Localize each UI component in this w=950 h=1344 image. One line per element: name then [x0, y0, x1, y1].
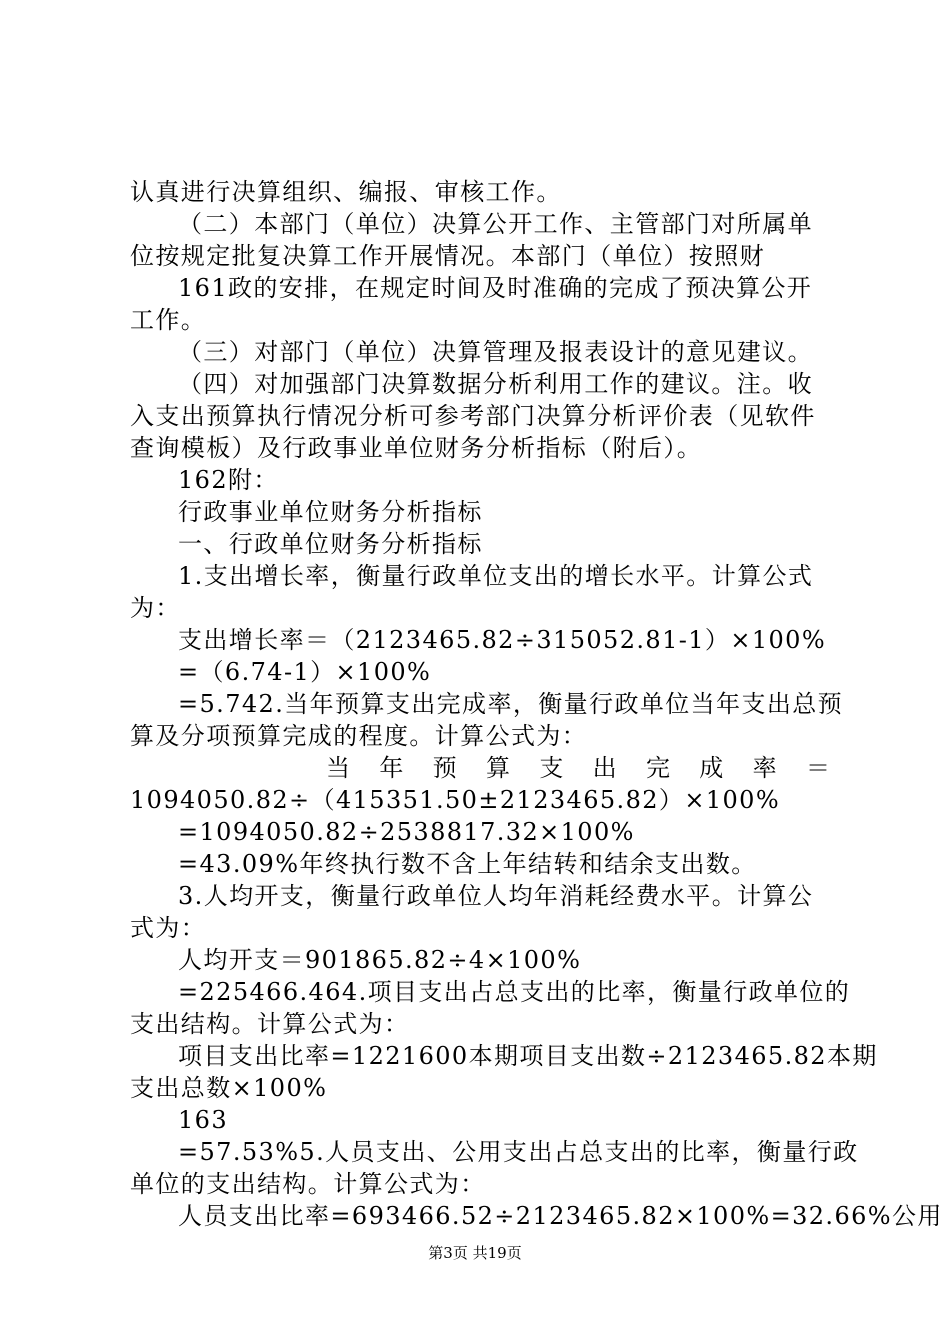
spread-char: 出	[592, 754, 617, 782]
formula-line: 支出增长率＝（2123465.82÷315052.81-1）×100%	[178, 626, 827, 654]
spread-char: 当	[326, 754, 350, 782]
formula-line: 人员支出比率=693466.52÷2123465.82×100%=32.66%公用	[178, 1202, 943, 1230]
formula-line: =（6.74-1）×100%	[178, 658, 432, 686]
text-line: 支出结构。计算公式为：	[130, 1010, 410, 1038]
text-line: 算及分项预算完成的程度。计算公式为：	[130, 722, 588, 750]
text-line: 3.人均开支，衡量行政单位人均年消耗经费水平。计算公	[178, 882, 814, 910]
text-line: =57.53%5.人员支出、公用支出占总支出的比率，衡量行政	[178, 1138, 859, 1166]
formula-line: 1094050.82÷（415351.50±2123465.82）×100%	[130, 786, 781, 814]
section-heading: 一、行政单位财务分析指标	[178, 530, 483, 558]
spread-char: 率	[752, 754, 777, 782]
page-footer: 第3页 共19页	[428, 1244, 522, 1262]
text-line: 入支出预算执行情况分析可参考部门决算分析评价表（见软件	[130, 402, 816, 430]
section-title: 行政事业单位财务分析指标	[178, 498, 483, 526]
spread-formula-line	[130, 752, 830, 784]
spread-char: 算	[485, 754, 510, 782]
text-line: 工作。	[130, 306, 207, 334]
spread-char: 预	[432, 754, 457, 782]
formula-line: =1094050.82÷2538817.32×100%	[178, 818, 635, 846]
text-line: 为：	[130, 594, 181, 622]
text-line: 查询模板）及行政事业单位财务分析指标（附后）。	[130, 434, 703, 462]
text-line: 位按规定批复决算工作开展情况。本部门（单位）按照财	[130, 242, 765, 270]
text-line: 单位的支出结构。计算公式为：	[130, 1170, 486, 1198]
text-line: =5.742.当年预算支出完成率，衡量行政单位当年支出总预	[178, 690, 844, 718]
document-body	[130, 176, 943, 1232]
spread-char: ＝	[805, 754, 830, 782]
spread-char: 完	[645, 754, 670, 782]
text-line: 161政的安排，在规定时间及时准确的完成了预决算公开	[178, 274, 813, 302]
spread-char: 成	[699, 754, 724, 782]
text-line: （二）本部门（单位）决算公开工作、主管部门对所属单	[178, 210, 813, 238]
text-line: 式为：	[130, 914, 207, 942]
formula-line: 项目支出比率=1221600本期项目支出数÷2123465.82本期	[178, 1042, 878, 1070]
spread-char: 年	[379, 754, 404, 782]
text-line: =43.09%年终执行数不含上年结转和结余支出数。	[178, 850, 757, 878]
text-line: 支出总数×100%	[130, 1074, 328, 1102]
page-marker: 163	[178, 1106, 229, 1134]
text-line: （三）对部门（单位）决算管理及报表设计的意见建议。	[178, 338, 813, 366]
spread-char: 支	[539, 754, 564, 782]
formula-line: 人均开支＝901865.82÷4×100%	[178, 946, 582, 974]
text-line: 1.支出增长率，衡量行政单位支出的增长水平。计算公式	[178, 562, 814, 590]
text-line: 162附：	[178, 466, 279, 494]
text-line: =225466.464.项目支出占总支出的比率，衡量行政单位的	[178, 978, 851, 1006]
text-line: 认真进行决算组织、编报、审核工作。	[130, 178, 562, 206]
text-line: （四）对加强部门决算数据分析利用工作的建议。注。收	[178, 370, 813, 398]
